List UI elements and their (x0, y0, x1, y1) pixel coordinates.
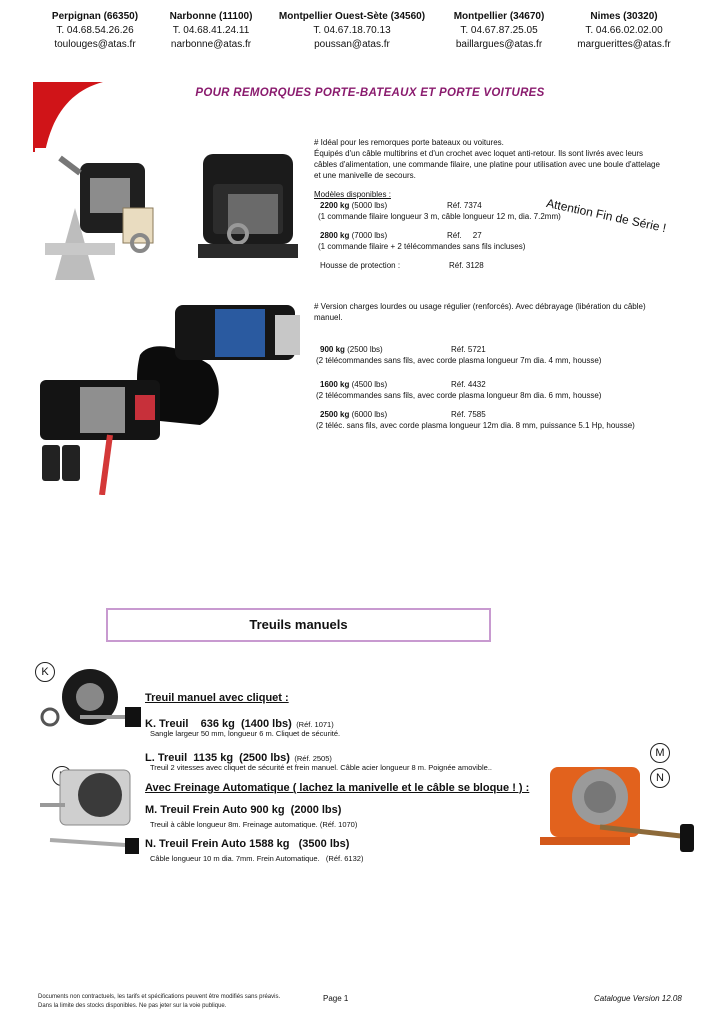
model-lbs: (6000 lbs) (351, 410, 388, 419)
footer-disclaimer (38, 993, 280, 1011)
winch-desc: Treuil à câble longueur 8m. Freinage automatique. (Réf. 1070) (150, 820, 358, 829)
agency-email[interactable]: poussan@atas.fr (314, 39, 390, 50)
cover-ref: Réf. 3128 (449, 261, 484, 270)
label-n: N (650, 768, 670, 788)
model-900 (320, 344, 383, 355)
agency-email[interactable]: marguerittes@atas.fr (577, 39, 671, 50)
intro-line: # Idéal pour les remorques porte bateaux ou voitures. (314, 138, 504, 147)
model-lbs: (5000 lbs) (351, 201, 388, 210)
agency-nimes (565, 10, 683, 52)
section1-intro (314, 137, 704, 181)
winch-ref: (Réf. 2505) (294, 754, 332, 763)
model-2500 (320, 409, 387, 420)
model-capacity: 1600 kg (320, 380, 350, 389)
ratchet-heading: Treuil manuel avec cliquet : (145, 692, 289, 704)
winch-desc: Sangle largeur 50 mm, longueur 6 m. Cliquet de sécurité. (150, 729, 341, 738)
agency-city: Nimes (30320) (590, 11, 658, 22)
model-ref: Réf. 27 (447, 231, 482, 240)
intro-line: # Version charges lourdes ou usage régulier (renforcés). Avec débrayage (libération du câble) (314, 302, 646, 311)
cover-label: Housse de protection : (320, 261, 401, 270)
model-lbs: (4500 lbs) (351, 380, 388, 389)
agency-phone: T. 04.66.02.02.00 (585, 25, 663, 36)
model-capacity: 900 kg (320, 345, 345, 354)
model-1600 (320, 379, 387, 390)
model-2800 (320, 230, 387, 241)
model-capacity: 2800 kg (320, 231, 350, 240)
attention-note: Attention Fin de Série ! (545, 196, 668, 236)
model-lbs: (7000 lbs) (351, 231, 388, 240)
electric-winch-trailer-image (35, 148, 185, 280)
catalogue-version: Catalogue Version 12.08 (594, 994, 682, 1003)
page-number: Page 1 (323, 994, 349, 1003)
winch-desc: Treuil 2 vitesses avec cliquet de sécurité et frein manuel. Câble acier longueur 8 m. Poignée amovible.. (150, 763, 492, 772)
manual-winch-orange-image (530, 752, 700, 862)
intro-line: et une manivelle de secours. (314, 171, 416, 180)
model-lbs: (2500 lbs) (347, 345, 383, 354)
red-corner-decoration (33, 82, 103, 152)
winch-n-title: N. Treuil Frein Auto 1588 kg (3500 lbs) (145, 838, 350, 850)
agency-montpellier (440, 10, 558, 52)
model-desc: (1 commande filaire + 2 télécommandes sans fils incluses) (318, 242, 526, 251)
agency-email[interactable]: baillargues@atas.fr (455, 39, 543, 50)
winch-ref: (Réf. 1071) (296, 720, 334, 729)
agency-city: Perpignan (66350) (51, 11, 139, 22)
winch-desc: Câble longueur 10 m dia. 7mm. Frein Automatique. (Réf. 6132) (150, 854, 364, 863)
agency-city: Montpellier (34670) (453, 11, 545, 22)
intro-line: manuel. (314, 313, 343, 322)
model-ref: Réf. 5721 (451, 345, 486, 354)
agency-phone: T. 04.68.41.24.11 (172, 25, 250, 36)
agency-email[interactable]: narbonne@atas.fr (170, 39, 252, 50)
agency-city: Montpellier Ouest-Sète (34560) (278, 11, 426, 22)
winch-title: L. Treuil 1135 kg (2500 lbs) (145, 752, 290, 764)
manual-winch-k-image (30, 662, 145, 742)
model-desc: (2 téléc. sans fils, avec corde plasma longueur 12m dia. 8 mm, puissance 5.1 Hp, housse) (316, 421, 635, 430)
section-title: POUR REMORQUES PORTE-BATEAUX ET PORTE VOITURES (195, 87, 545, 99)
agency-phone: T. 04.67.18.70.13 (313, 25, 391, 36)
model-capacity: 2500 kg (320, 410, 350, 419)
label-k: K (35, 662, 55, 682)
section2-intro (314, 301, 704, 323)
model-ref: Réf. 7585 (451, 410, 486, 419)
model-2200 (320, 200, 387, 211)
agency-perpignan (40, 10, 150, 52)
label-m: M (650, 743, 670, 763)
model-capacity: 2200 kg (320, 201, 350, 210)
black-electric-winch-image (198, 154, 298, 262)
agency-phone: T. 04.68.54.26.26 (56, 25, 134, 36)
model-desc: (2 télécommandes sans fils, avec corde plasma longueur 7m dia. 4 mm, housse) (316, 356, 602, 365)
intro-line: câbles d'alimentation, une commande filaire, une platine pour utilisation avec une boule d'attelage (314, 160, 660, 169)
model-desc: (1 commande filaire longueur 3 m, câble longueur 12 m, dia. 7.2mm) (318, 212, 561, 221)
intro-line: Équipés d'un câble multibrins et d'un crochet avec loquet anti-retour. Ils sont livrés avec leurs (314, 149, 644, 158)
model-ref: Réf. 7374 (447, 201, 482, 210)
disclaimer-line: Dans la limite des stocks disponibles. Ne pas jeter sur la voie publique. (38, 1003, 227, 1009)
heavy-duty-winch-image (40, 285, 312, 495)
winch-title: K. Treuil 636 kg (1400 lbs) (145, 718, 292, 730)
agency-narbonne (155, 10, 267, 52)
manual-winch-l-image (30, 760, 142, 860)
agency-montpellier-ouest (272, 10, 432, 52)
models-label: Modèles disponibles : (314, 190, 391, 199)
winch-m-title: M. Treuil Frein Auto 900 kg (2000 lbs) (145, 804, 342, 816)
agency-phone: T. 04.67.87.25.05 (460, 25, 538, 36)
auto-brake-heading: Avec Freinage Automatique ( lachez la manivelle et le câble se bloque ! ) : (145, 782, 530, 794)
agency-email[interactable]: toulouges@atas.fr (54, 39, 136, 50)
model-ref: Réf. 4432 (451, 380, 486, 389)
manual-winches-title: Treuils manuels (106, 608, 491, 642)
model-desc: (2 télécommandes sans fils, avec corde plasma longueur 8m dia. 6 mm, housse) (316, 391, 602, 400)
disclaimer-line: Documents non contractuels, les tarifs et spécifications peuvent être modifiés sans préavis. (38, 994, 281, 1000)
agency-city: Narbonne (11100) (169, 11, 253, 22)
